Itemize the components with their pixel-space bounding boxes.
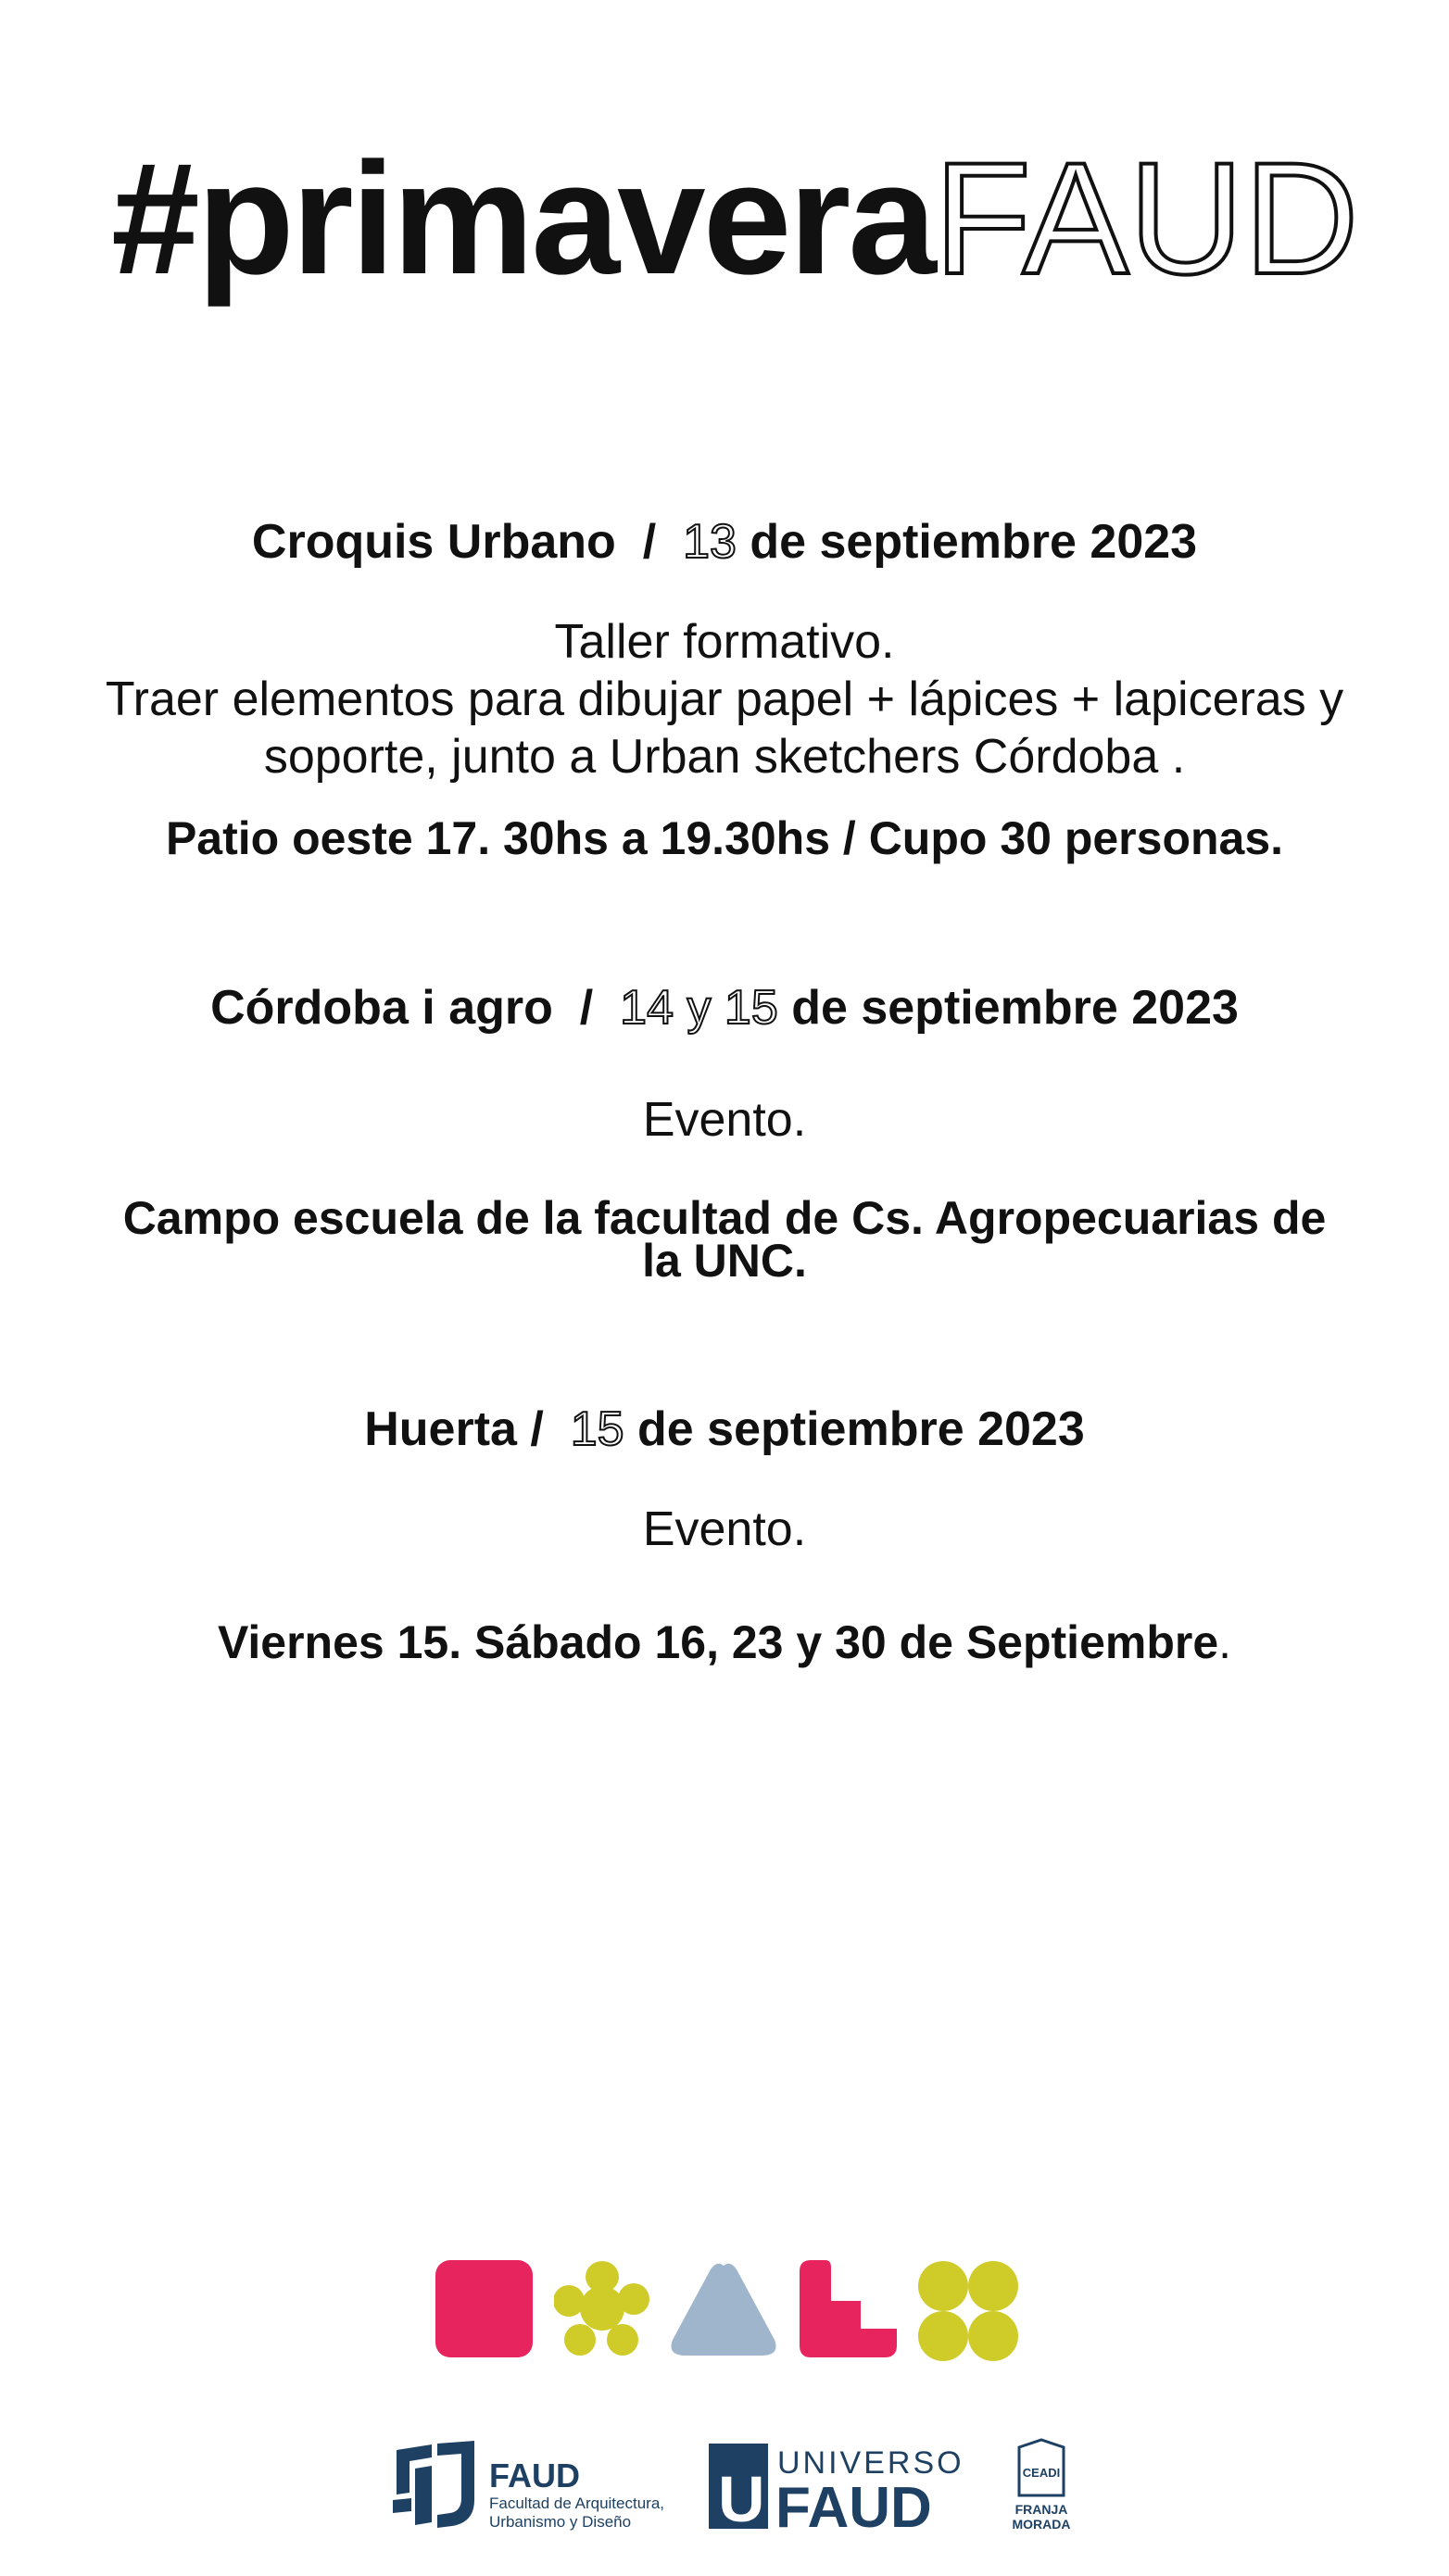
event-heading: Huerta / 15 de septiembre 2023 — [364, 1402, 1085, 1456]
universo-top: UNIVERSO — [777, 2445, 964, 2481]
franja-morada-logo — [1008, 2438, 1075, 2534]
page-title: #primaveraFAUD — [111, 130, 1359, 308]
universo-faud-logo — [709, 2436, 977, 2538]
decorative-shapes — [435, 2260, 1019, 2362]
event-description: Evento. — [642, 1093, 807, 1147]
faud-line1: Facultad de Arquitectura, — [489, 2494, 665, 2512]
event-info: Viernes 15. Sábado 16, 23 y 30 de Septiembre. — [217, 1616, 1232, 1668]
pink-stairs-icon — [800, 2260, 897, 2357]
blue-triangle-icon — [669, 2260, 778, 2357]
universo-bottom: FAUD — [775, 2476, 932, 2538]
franja-badge: CEADI — [1022, 2466, 1061, 2480]
lime-quatrefoil-icon — [917, 2260, 1019, 2362]
faud-name: FAUD — [489, 2457, 580, 2494]
event-cordoba-i-agro — [37, 980, 1412, 1036]
event-description: Evento. — [642, 1502, 807, 1556]
footer-logos — [389, 2436, 1075, 2538]
event-croquis-urbano — [37, 514, 1412, 570]
lime-flower-icon — [554, 2260, 651, 2357]
event-heading: Córdoba i agro / 14 y 15 de septiembre 2023 — [210, 981, 1239, 1035]
event-info: Campo escuela de la facultad de Cs. Agropecuarias de la UNC. — [122, 1192, 1327, 1287]
pink-square-icon — [435, 2260, 533, 2357]
event-heading: Croquis Urbano / 13 de septiembre 2023 — [251, 515, 1198, 569]
franja-line1: FRANJA — [1014, 2502, 1068, 2517]
event-info: Patio oeste 17. 30hs a 19.30hs / Cupo 30 personas. — [165, 812, 1284, 864]
event-huerta — [37, 1401, 1412, 1457]
faud-logo — [389, 2441, 695, 2533]
franja-line2: MORADA — [1012, 2517, 1071, 2532]
event-description: Taller formativo. Traer elementos para dibujar papel + lápices + lapiceras y soporte, junto a Urban sketchers Córdoba . — [105, 615, 1344, 784]
faud-line2: Urbanismo y Diseño — [489, 2513, 632, 2531]
universo-letter: U — [718, 2463, 765, 2535]
